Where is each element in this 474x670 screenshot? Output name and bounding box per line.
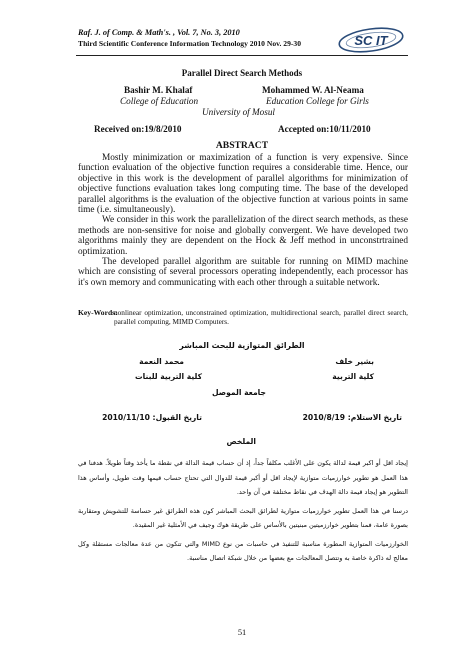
abstract-paragraph: The developed parallel algorithm are suitable for running on MIMD machine which are consisting of several processors operating independently, each processor has it's own memory and communicating with each other through a suitable network. — [78, 257, 408, 288]
arabic-title: الطرائق المتوازية للبحث المباشر — [179, 341, 305, 350]
arabic-author-1-college: كلية التربية — [332, 372, 374, 381]
header-rule — [76, 55, 408, 56]
abstract-heading: ABSTRACT — [215, 140, 269, 151]
paper-title: Parallel Direct Search Methods — [181, 68, 303, 78]
abstract-body — [78, 153, 408, 288]
author-1-affiliation: College of Education — [120, 96, 199, 106]
arabic-accepted-date: تاريخ القبول: 2010/11/10 — [102, 413, 202, 422]
arabic-abstract-heading: الملخص — [226, 437, 256, 446]
scit-logo — [336, 24, 406, 58]
page-number: 51 — [237, 628, 247, 637]
university: University of Mosul — [202, 107, 275, 117]
arabic-paragraph: درسنا في هذا العمل تطوير خوارزميات متوازية لطرائق البحث المباشر كون هذه الطرائق غير حساسة للتشويش ومتقاربة بصورة عامة، فمنا بتطوير خوارزميتين مبنيتين بالأساس على طريقة هوك وجيف في الأمثلية غير المقيدة. — [78, 506, 408, 529]
keywords — [78, 308, 408, 326]
arabic-paragraph: إيجاد اقل أو اكبر قيمة لدالة يكون على الأغلب مكلفاً جداً، إذ أن حساب قيمة الدالة في نقطة ما يأخذ وقتاً طويلاً. هدفنا في هذا العمل هو تطوير خوارزميات متوازية لإيجاد اقل أو أكبر قيمة للدوال التي تحتاج حساب قيمها وقت طويل، وأساس هذا التطوير هو إيجاد قيمة دالة الهدف في نقاط مختلفة في آن واحد. — [78, 459, 408, 496]
received-date: Received on:19/8/2010 — [94, 124, 182, 134]
arabic-abstract-body — [78, 456, 408, 570]
arabic-received-date: تاريخ الاستلام: 2010/8/19 — [302, 413, 402, 422]
conference-line: Third Scientific Conference Information Technology 2010 Nov. 29-30 — [78, 39, 302, 48]
arabic-university: جامعة الموصل — [212, 388, 266, 397]
keywords-label: Key-Words: — [78, 308, 118, 317]
arabic-paragraph: الخوارزميات المتوازية المطورة مناسبة للتنفيذ في حاسبات من نوع MIMD والتي تتكون من عدة معالجات مستقلة وكل معالج له ذاكرة خاصة به وتتصل المعالجات مع بعضها من خلال شبكة اتصال مناسبة. — [78, 539, 408, 562]
author-2-name: Mohammed W. Al-Neama — [262, 85, 364, 95]
abstract-paragraph: Mostly minimization or maximization of a function is very expensive. Since function evaluation of the objective function requires a considerable time. Hence, our objective in this work is the development of parallel algorithms for minimization of objective functions evaluation takes long computing time. The base of the developed parallel algorithms is the evaluation of the objective function at various points in same time (i.e. simultaneously). — [78, 153, 408, 216]
arabic-author-2-college: كلية التربية للبنات — [135, 372, 202, 381]
keywords-text: nonlinear optimization, unconstrained optimization, multidirectional search, parallel direct search, parallel computing, MIMD Computers. — [114, 308, 408, 326]
accepted-date: Accepted on:10/11/2010 — [278, 124, 371, 134]
author-1-name: Bashir M. Khalaf — [124, 85, 193, 95]
logo-text: SC IT — [354, 33, 388, 48]
arabic-author-2-name: محمد النعمة — [139, 357, 184, 366]
arabic-author-1-name: بشير خلف — [335, 357, 374, 366]
author-2-affiliation: Education College for Girls — [266, 96, 369, 106]
abstract-paragraph: We consider in this work the parallelization of the direct search methods, as these methods are non-sensitive for noise and globally convergent. We have developed two algorithms mainly they are dependent on the Hock & Jeff method in unconstrtrained optimization. — [78, 215, 408, 257]
journal-citation: Raf. J. of Comp. & Math's. , Vol. 7, No. 3, 2010 — [78, 28, 240, 37]
